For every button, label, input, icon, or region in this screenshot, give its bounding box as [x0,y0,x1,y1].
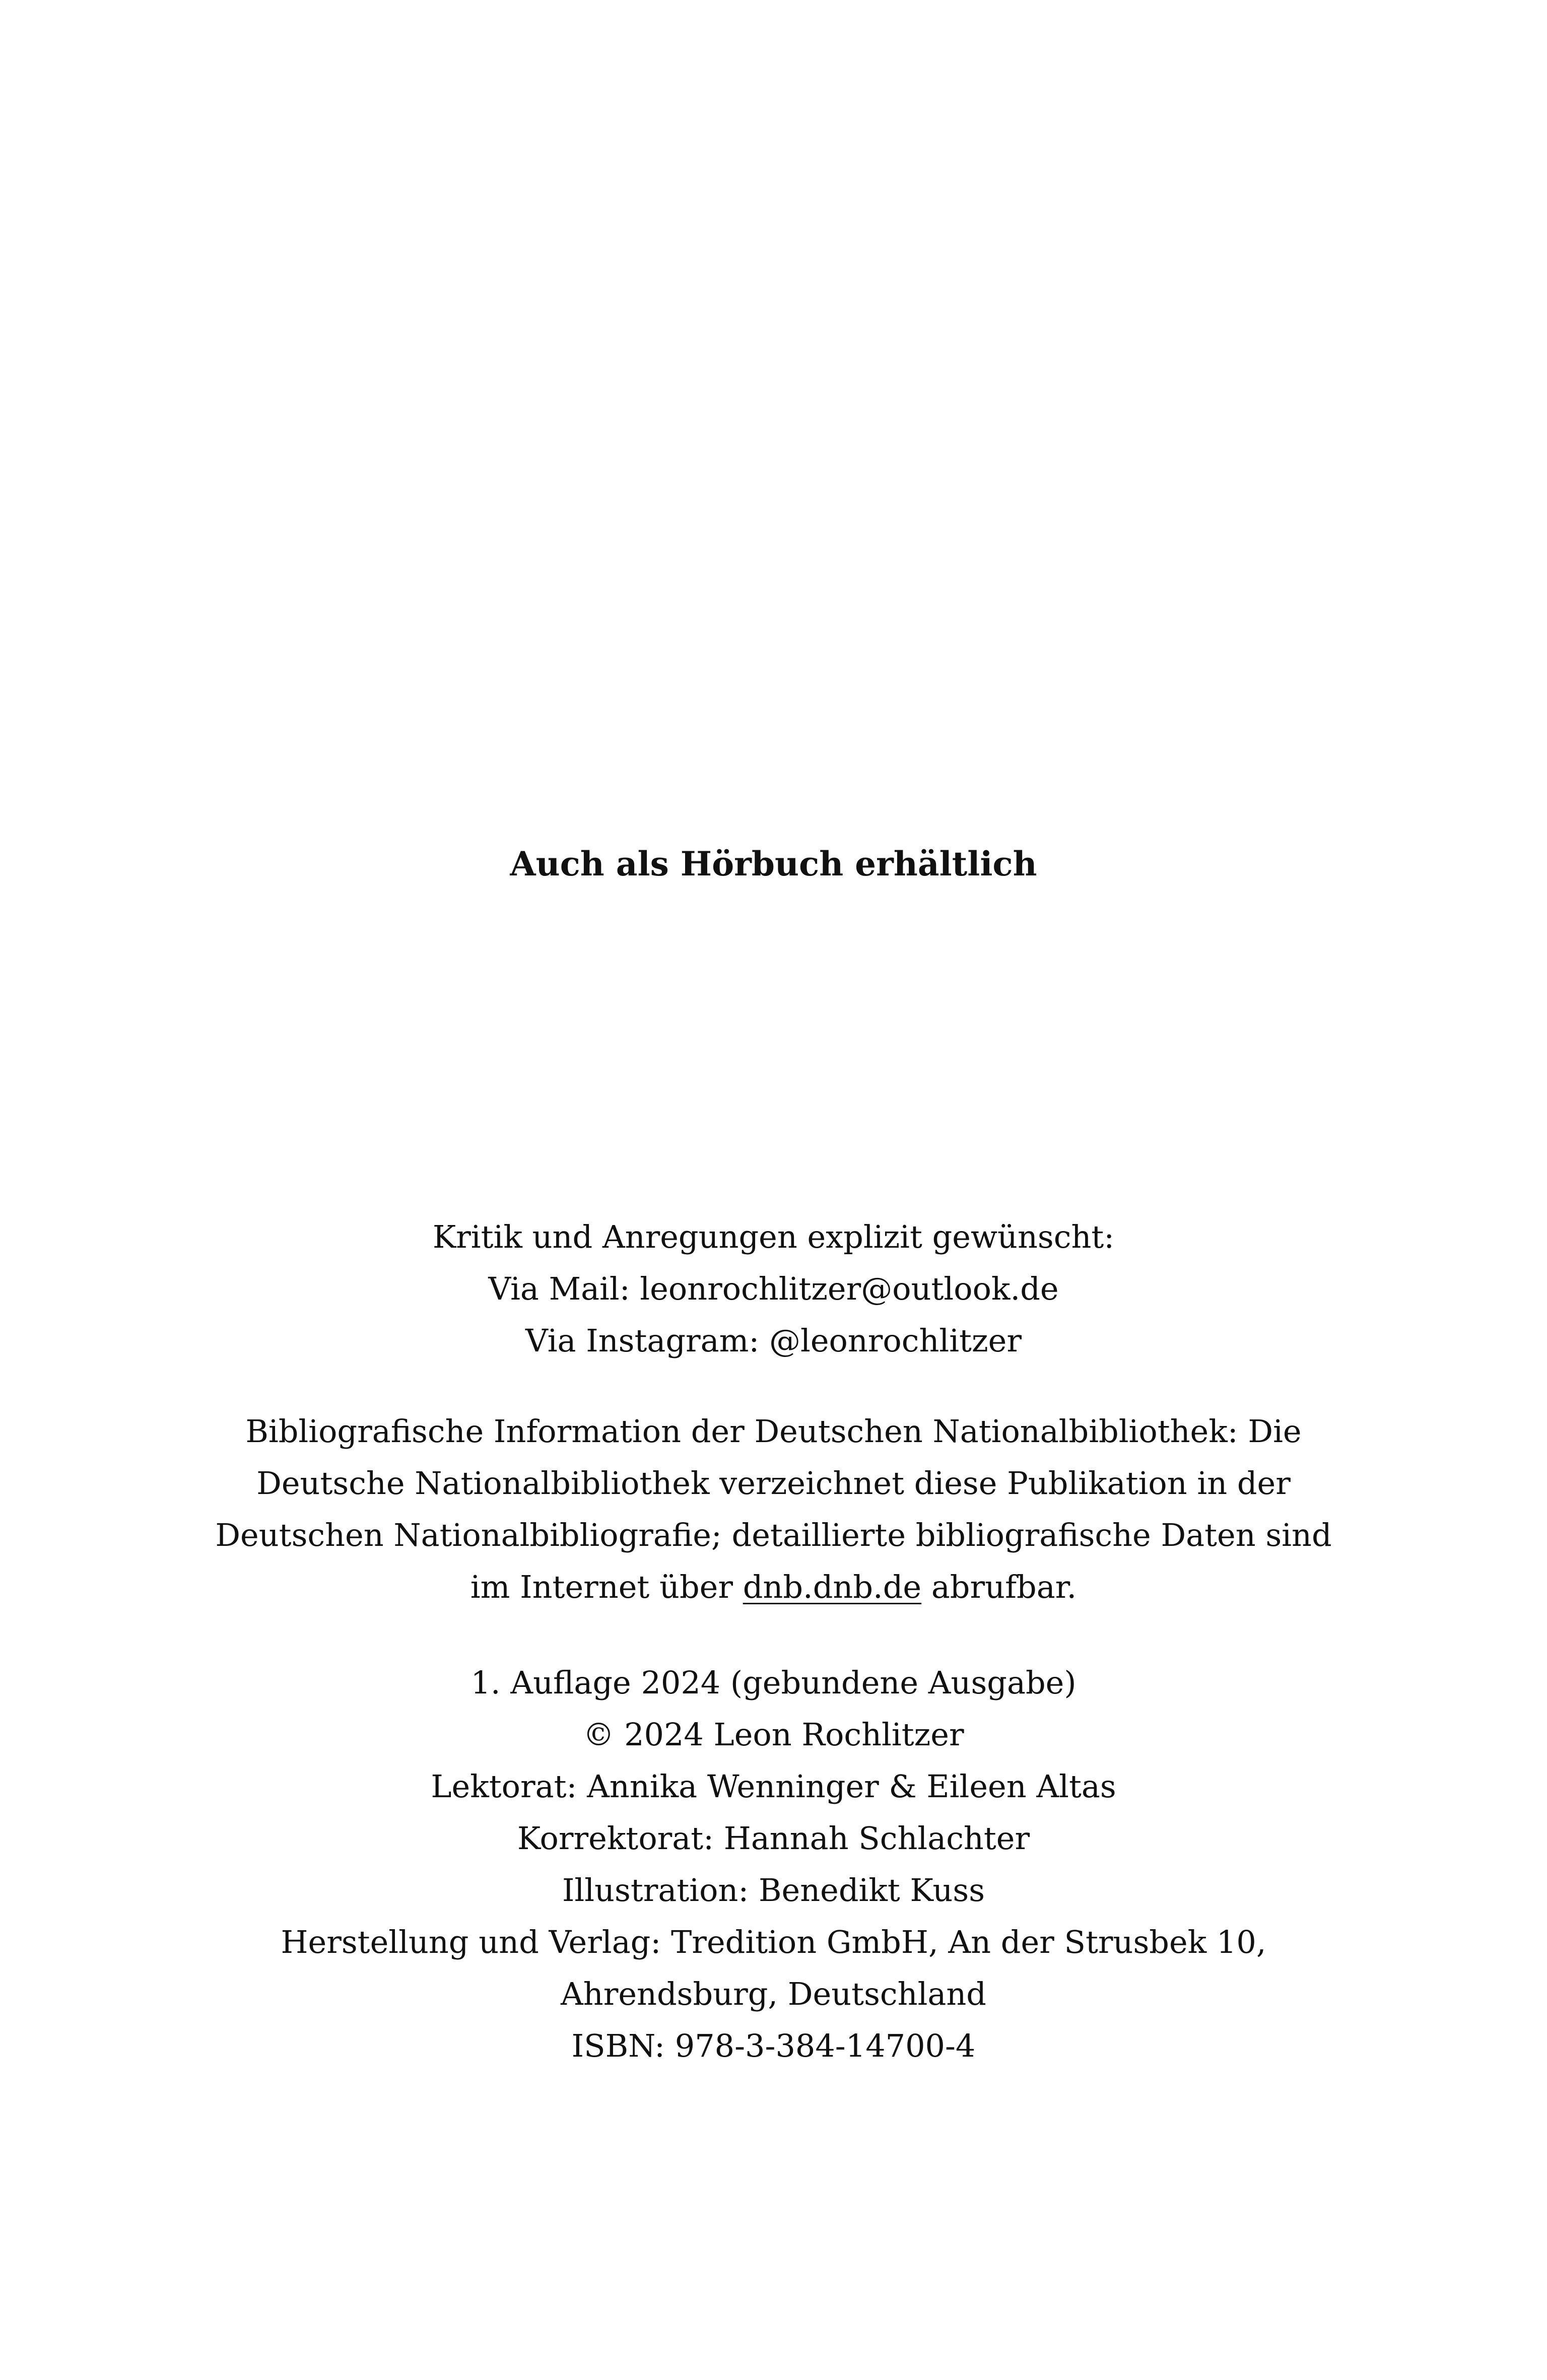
bibliographic-line-2: Deutsche Nationalbibliothek verzeichnet diese Publikation in der [256,1465,1291,1502]
imprint-edition: 1. Auflage 2024 (gebundene Ausgabe) [470,1664,1077,1701]
imprint-publisher-line-1: Herstellung und Verlag: Tredition GmbH, An der Strusbek 10, [281,1924,1266,1960]
bibliographic-section [0,1405,1547,1613]
dnb-link[interactable]: dnb.dnb.de [743,1569,922,1605]
imprint-isbn: ISBN: 978-3-384-14700-4 [571,2027,976,2064]
imprint-illustration: Illustration: Benedikt Kuss [562,1872,985,1909]
feedback-section [0,1211,1547,1367]
feedback-heading: Kritik und Anregungen explizit gewünscht: [432,1218,1115,1255]
audiobook-notice: Auch als Hörbuch erhältlich [510,844,1037,883]
bibliographic-line-4 [0,1561,1547,1613]
imprint-proofreading: Korrektorat: Hannah Schlachter [517,1820,1030,1857]
imprint-publisher-line-2: Ahrendsburg, Deutschland [561,1976,986,2012]
bibliographic-line-1: Bibliografische Information der Deutschen Nationalbibliothek: Die [245,1413,1302,1450]
imprint-section [0,1657,1547,2072]
feedback-instagram: Via Instagram: @leonrochlitzer [525,1322,1022,1359]
bibliographic-line-3: Deutschen Nationalbibliografie; detaillierte bibliografische Daten sind [215,1517,1332,1553]
imprint-editing: Lektorat: Annika Wenninger & Eileen Altas [431,1768,1116,1805]
feedback-mail: Via Mail: leonrochlitzer@outlook.de [488,1270,1059,1307]
bibliographic-line-4-suffix: abrufbar. [931,1569,1077,1605]
bibliographic-line-4-prefix: im Internet über [470,1569,733,1605]
imprint-copyright: © 2024 Leon Rochlitzer [583,1716,964,1753]
